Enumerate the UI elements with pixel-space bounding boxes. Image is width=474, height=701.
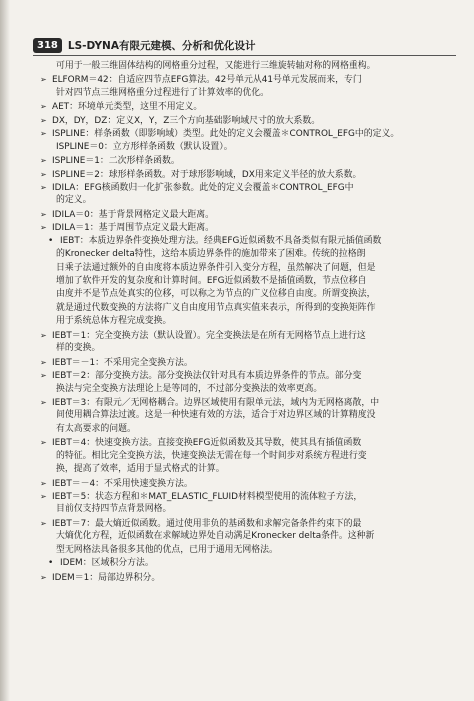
arrow-bullet-icon: ➢ — [40, 75, 47, 85]
text-line — [40, 87, 458, 100]
text-line — [40, 477, 458, 490]
arrow-bullet-icon: ➢ — [40, 518, 47, 528]
arrow-bullet-icon: ➢ — [40, 102, 47, 112]
text-line — [40, 248, 458, 261]
text-line — [40, 315, 458, 328]
arrow-bullet-icon: ➢ — [40, 357, 47, 367]
line-text: 换法与完全变换方法理论上是等同的，不过部分变换法的效率更高。 — [56, 383, 323, 394]
line-text: IEBT＝4：快速变换方法。直接变换EFG近似函数及其导数，使其具有插值函数 — [52, 438, 362, 449]
text-line — [40, 450, 458, 463]
line-text: IEBT＝－4：不采用快速变换方法。 — [52, 478, 193, 489]
line-text: 针对四节点三维网格重分过程进行了计算效率的优化。 — [56, 87, 269, 98]
arrow-bullet-icon: ➢ — [40, 371, 47, 381]
arrow-bullet-icon: ➢ — [40, 223, 47, 233]
text-line — [40, 208, 458, 221]
line-text: IDEM＝1：局部边界积分。 — [52, 572, 161, 583]
text-line — [40, 288, 458, 301]
line-text: 可用于一般三维固体结构的网格重分过程，又能进行三维旋转轴对称的网格重构。 — [56, 61, 376, 71]
line-text: IEBT＝2：部分变换方法。部分变换法仅针对具有本质边界条件的节点。部分变 — [52, 371, 362, 382]
dot-bullet-icon: • — [48, 558, 54, 569]
line-text: 型无网格法具备很多其他的优点，已用于通用无网格法。 — [56, 544, 278, 555]
text-line — [40, 235, 458, 248]
line-text: DX，DY，DZ：定义X，Y，Z三个方向基础影响域尺寸的放大系数。 — [52, 115, 321, 126]
text-line — [40, 127, 458, 140]
text-line — [40, 544, 458, 557]
arrow-bullet-icon: ➢ — [40, 156, 47, 166]
line-text: IEBT＝1：完全变换方法（默认设置）。完全变换法是在所有无网格节点上进行这 — [52, 330, 366, 341]
page-number: 318 — [33, 38, 62, 53]
text-line — [40, 329, 458, 342]
page-body — [40, 60, 458, 584]
line-text: 目前仅支持四节点背景网格。 — [56, 504, 172, 515]
text-line — [40, 436, 458, 449]
line-text: 的定义。 — [56, 195, 92, 206]
arrow-bullet-icon: ➢ — [40, 182, 47, 192]
line-text: 的Kronecker delta特性，这给本质边界条件的施加带来了困难。传统的拉格朗 — [56, 249, 366, 260]
running-title: LS-DYNA有限元建模、分析和优化设计 — [67, 39, 256, 52]
arrow-bullet-icon: ➢ — [40, 492, 47, 501]
line-text: 有太高要求的问题。 — [56, 423, 136, 434]
text-line — [40, 530, 458, 543]
line-text: IEBT＝3：有限元／无网格耦合。边界区域使用有限单元法，域内为无网格离散，中 — [52, 397, 380, 408]
line-text: IDILA＝1：基于周围节点定义最大距离。 — [52, 223, 215, 234]
text-line — [40, 141, 458, 154]
text-line — [40, 571, 458, 584]
line-text: IDILA：EFG核函数归一化扩张参数。此处的定义会覆盖＊CONTROL_EFG中 — [52, 182, 354, 193]
line-text: 就是通过代数变换的方法将广义自由度用节点真实值来表示，所得到的变换矩阵作 — [56, 302, 376, 313]
binding-shadow — [0, 0, 10, 701]
text-line — [40, 423, 458, 436]
text-line — [40, 154, 458, 167]
text-line — [40, 262, 458, 275]
line-text: ELFORM＝42：自适应四节点EFG算法。42号单元从41号单元发展而来，专门 — [52, 75, 362, 86]
line-text: ISPLINE：样条函数（即影响域）类型。此处的定义会覆盖＊CONTROL_EFG中的定义。 — [52, 129, 400, 140]
line-text: ISPLINE＝0：立方形样条函数（默认设置）。 — [56, 141, 233, 152]
line-text: IEBT＝7：最大熵近似函数。通过使用非负的基函数和求解完备条件约束下的最 — [52, 518, 362, 529]
dot-bullet-icon: • — [48, 235, 54, 246]
text-line — [40, 60, 458, 73]
line-text: ISPLINE＝2：球形样条函数。对于球形影响域，DX用来定义半径的放大系数。 — [52, 169, 362, 180]
text-line — [40, 517, 458, 530]
line-text: 日乘子法通过额外的自由度将本质边界条件引入变分方程，虽然解决了问题，但是 — [56, 262, 376, 273]
line-text: IDEM：区域积分方法。 — [60, 558, 154, 569]
text-line — [40, 302, 458, 315]
line-text: IEBT＝－1：不采用完全变换方法。 — [52, 357, 193, 368]
arrow-bullet-icon: ➢ — [40, 115, 47, 125]
line-text: IDILA＝0：基于背景网格定义最大距离。 — [52, 209, 215, 220]
text-line — [40, 168, 458, 181]
text-line — [40, 100, 458, 113]
text-line — [40, 114, 458, 127]
line-text: 的特征。相比完全变换方法，快速变换法无需在每一个时间步对系统方程进行变 — [56, 450, 367, 461]
arrow-bullet-icon: ➢ — [40, 330, 47, 340]
text-line — [40, 463, 458, 476]
line-text: 由度并不是节点处真实的位移，可以称之为节点的广义位移自由度。所谓变换法， — [56, 289, 376, 300]
text-line — [40, 73, 458, 86]
header-rule — [33, 55, 456, 56]
arrow-bullet-icon: ➢ — [40, 438, 47, 448]
line-text: 增加了软件开发的复杂度和计算时间。EFG近似函数不是插值函数，节点位移自 — [56, 276, 367, 286]
line-text: ISPLINE＝1：二次形样条函数。 — [52, 156, 180, 167]
arrow-bullet-icon: ➢ — [40, 129, 47, 139]
text-line — [40, 369, 458, 382]
arrow-bullet-icon: ➢ — [40, 478, 47, 488]
text-line — [40, 342, 458, 355]
line-text: 大熵优化方程，近似函数在求解域边界处自动满足Kronecker delta条件。这种新 — [56, 531, 375, 542]
text-line — [40, 490, 458, 503]
line-text: 用于系统总体方程完成变换。 — [56, 316, 172, 327]
text-line — [40, 221, 458, 234]
arrow-bullet-icon: ➢ — [40, 397, 47, 407]
text-line — [40, 396, 458, 409]
line-text: 换，提高了效率，适用于显式格式的计算。 — [56, 464, 225, 475]
line-text: 间使用耦合算法过渡。这是一种快速有效的方法，适合于对边界区域的计算精度没 — [56, 410, 376, 421]
text-line — [40, 409, 458, 422]
text-line — [40, 557, 458, 570]
line-text: IEBT＝5：状态方程和＊MAT_ELASTIC_FLUID材料模型使用的流体粒子方法， — [52, 492, 363, 502]
text-line — [40, 275, 458, 288]
text-line — [40, 194, 458, 207]
line-text: 样的变换。 — [56, 343, 101, 354]
page-header — [33, 36, 454, 54]
arrow-bullet-icon: ➢ — [40, 169, 47, 179]
arrow-bullet-icon: ➢ — [40, 209, 47, 219]
line-text: AET：环境单元类型，这里不用定义。 — [52, 102, 203, 113]
text-line — [40, 503, 458, 516]
text-line — [40, 181, 458, 194]
text-line — [40, 356, 458, 369]
arrow-bullet-icon: ➢ — [40, 572, 47, 582]
line-text: IEBT：本质边界条件变换处理方法。经典EFG近似函数不具备类似有限元插值函数 — [60, 235, 382, 246]
text-line — [40, 383, 458, 396]
